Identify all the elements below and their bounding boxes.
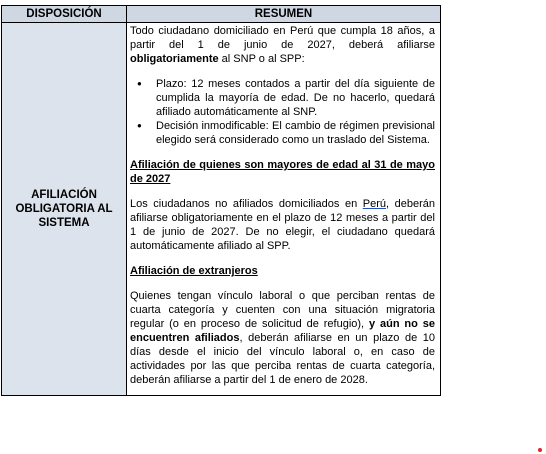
- summary-table: [1, 5, 441, 396]
- header-resumen: RESUMEN: [127, 6, 441, 23]
- intro-bold-text: obligatoriamente: [130, 53, 219, 65]
- intro-paragraph: [130, 24, 435, 66]
- disposicion-cell: [2, 23, 127, 396]
- table-header-row: [2, 6, 441, 23]
- section2-title: Afiliación de extranjeros: [130, 265, 258, 277]
- list-item: ● Decisión inmodificable: El cambio de régimen previsional elegido será considerado como un traslado del Sistema.: [156, 119, 435, 147]
- table-row: [2, 23, 441, 396]
- intro-text: Todo ciudadano domiciliado en Perú que cumpla 18 años, a partir del 1 de junio de 2027, deberá afiliarse: [130, 25, 435, 51]
- section1-text-end: , deberán afiliarse obligatoriamente en el plazo de 12 meses a partir del 1 de junio de 2027. De no elegir, el ciudadano quedará automáticamente afiliado al SPP.: [130, 198, 435, 252]
- disposicion-text: AFILIACIÓN OBLIGATORIA AL SISTEMA: [15, 189, 113, 229]
- red-dot-marker: [538, 448, 542, 452]
- header-disposicion: DISPOSICIÓN: [2, 6, 127, 23]
- section1-paragraph: [130, 197, 435, 253]
- peru-link[interactable]: Perú: [362, 198, 386, 210]
- list-item: ● Plazo: 12 meses contados a partir del día siguiente de cumplida la mayoría de edad. De no hacerlo, quedará afiliado automáticamente al SNP.: [156, 77, 435, 119]
- section1-title: Afiliación de quienes son mayores de edad al 31 de mayo de 2027: [130, 159, 435, 185]
- intro-text-end: al SNP o al SPP:: [218, 53, 305, 65]
- section2-text-end: , deberán afiliarse en un plazo de 10 días desde el inicio del vínculo laboral o, en caso de actividades por las que perciba rentas de cuarta categoría, deberán afiliarse a partir del 1 de enero de 2028.: [130, 332, 435, 386]
- section1-text: Los ciudadanos no afiliados domiciliados en: [130, 198, 363, 210]
- section2-paragraph: [130, 289, 435, 387]
- resumen-cell: [127, 23, 441, 396]
- section2-bold-text: y aún no se encuentren afiliados: [130, 318, 435, 344]
- section2-text: Quienes tengan vínculo laboral o que perciban rentas de cuarta categoría y cuenten con una situación migratoria regular (o en proceso de solicitud de refugio),: [130, 290, 435, 330]
- bullet-list: [130, 77, 435, 147]
